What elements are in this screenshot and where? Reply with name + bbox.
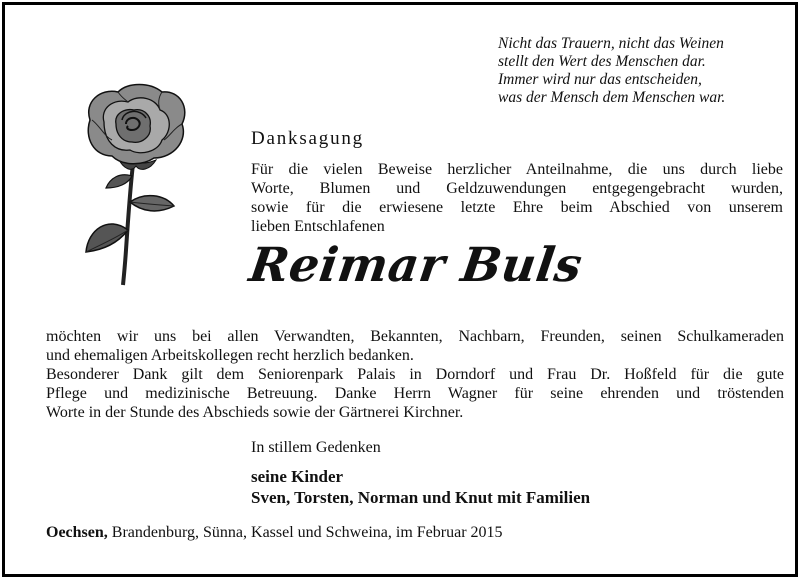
family-line-names: Sven, Torsten, Norman und Knut mit Familien bbox=[251, 488, 591, 507]
quote-line: Immer wird nur das entscheiden, bbox=[498, 71, 702, 88]
body-line: Besonderer Dank gilt dem Seniorenpark Palais in Dorndorf und Frau Dr. Hoßfeld für die gute bbox=[46, 366, 784, 383]
in-memory-line: In stillem Gedenken bbox=[251, 439, 381, 456]
body-line: möchten wir uns bei allen Verwandten, Bekannten, Nachbarn, Freunden, seinen Schulkameraden bbox=[46, 328, 784, 345]
intro-line: lieben Entschlafenen bbox=[251, 218, 385, 235]
quote-line: Nicht das Trauern, nicht das Weinen bbox=[498, 35, 724, 52]
memorial-quote bbox=[498, 35, 788, 107]
body-line: Pflege und medizinische Betreuung. Danke Herrn Wagner für seine ehrenden und tröstenden bbox=[46, 385, 784, 402]
quote-line: was der Mensch dem Menschen war. bbox=[498, 89, 726, 106]
rose-icon bbox=[78, 80, 198, 290]
family-signature bbox=[251, 466, 590, 508]
heading-danksagung: Danksagung bbox=[251, 128, 364, 149]
place-main: Oechsen, bbox=[46, 524, 108, 541]
body-line: Worte in der Stunde des Abschieds sowie der Gärtnerei Kirchner. bbox=[46, 404, 464, 421]
thanks-paragraph bbox=[46, 327, 784, 422]
place-and-date bbox=[46, 524, 503, 542]
deceased-name: Reimar Buls bbox=[246, 238, 586, 293]
quote-line: stellt den Wert des Menschen dar. bbox=[498, 53, 706, 70]
family-line-children: seine Kinder bbox=[251, 467, 344, 486]
intro-line: Worte, Blumen und Geldzuwendungen entgegengebracht wurden, bbox=[251, 180, 783, 197]
intro-line: sowie für die erwiesene letzte Ehre beim Abschied von unserem bbox=[251, 199, 783, 216]
body-line: und ehemaligen Arbeitskollegen recht herzlich bedanken. bbox=[46, 347, 414, 364]
intro-line: Für die vielen Beweise herzlicher Anteilnahme, die uns durch liebe bbox=[251, 161, 783, 178]
intro-paragraph bbox=[251, 160, 783, 236]
place-rest: Brandenburg, Sünna, Kassel und Schweina, im Februar 2015 bbox=[107, 524, 503, 541]
